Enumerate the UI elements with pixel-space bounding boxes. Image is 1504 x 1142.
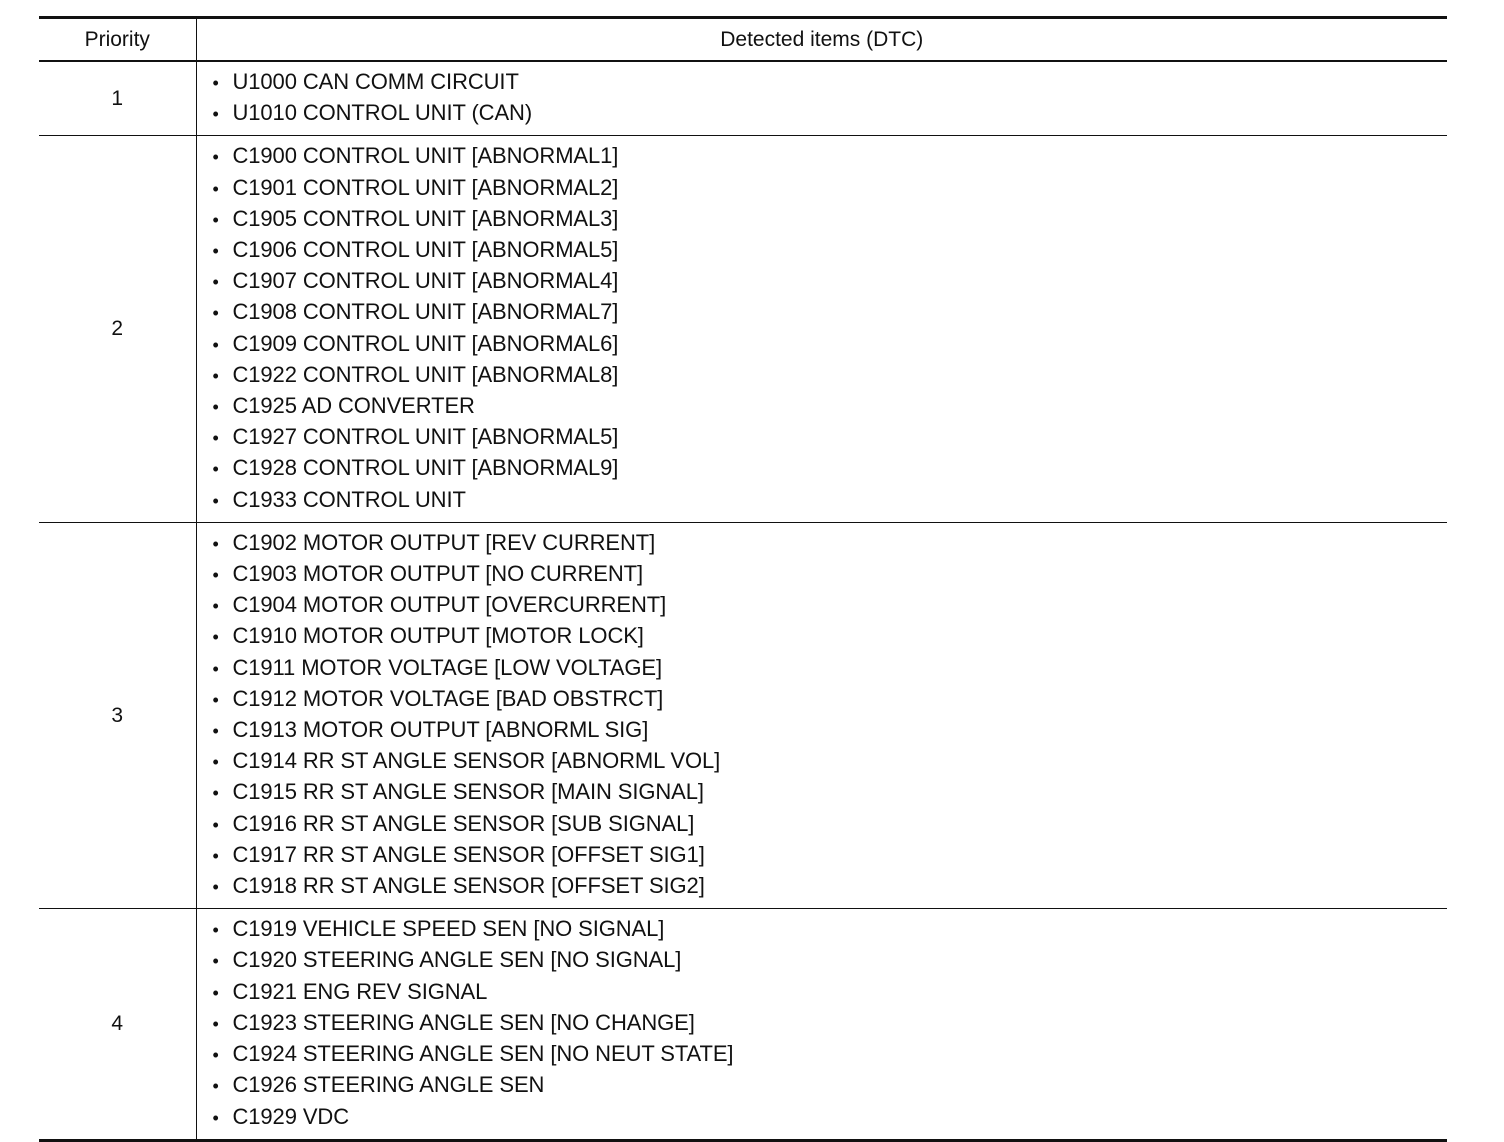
priority-cell: 2 [39,136,196,522]
dtc-item-text: C1922 CONTROL UNIT [ABNORMAL8] [232,361,619,387]
dtc-list [197,67,1448,129]
dtc-list-item [213,840,1448,871]
dtc-list-item [213,653,1448,684]
dtc-list-item [213,266,1448,297]
bullet-icon: • [212,397,219,418]
bullet-icon: • [212,721,219,742]
dtc-list-item [213,98,1448,129]
dtc-list-item [213,809,1448,840]
dtc-item-text: C1929 VDC [232,1103,349,1129]
table-row [39,136,1447,522]
dtc-list-item [213,559,1448,590]
dtc-item-text: C1924 STEERING ANGLE SEN [NO NEUT STATE] [232,1041,734,1067]
bullet-icon: • [212,334,219,355]
dtc-list-item [213,173,1448,204]
dtc-list-item [213,914,1448,945]
dtc-list-item [213,235,1448,266]
bullet-icon: • [212,596,219,617]
dtc-list-item [213,746,1448,777]
bullet-icon: • [212,1107,219,1128]
dtc-list-item [213,360,1448,391]
dtc-item-text: C1909 CONTROL UNIT [ABNORMAL6] [232,330,619,356]
dtc-item-text: U1010 CONTROL UNIT (CAN) [232,100,533,126]
dtc-item-text: C1916 RR ST ANGLE SENSOR [SUB SIGNAL] [232,810,695,836]
bullet-icon: • [212,428,219,449]
bullet-icon: • [212,178,219,199]
dtc-item-text: C1908 CONTROL UNIT [ABNORMAL7] [232,299,619,325]
dtc-item-text: C1914 RR ST ANGLE SENSOR [ABNORML VOL] [232,748,721,774]
dtc-list-item [213,871,1448,902]
bullet-icon: • [212,533,219,554]
dtc-list-item [213,329,1448,360]
dtc-list-item [213,391,1448,422]
bullet-icon: • [212,490,219,511]
detected-items-cell [196,909,1447,1140]
bullet-icon: • [212,1045,219,1066]
dtc-item-text: C1905 CONTROL UNIT [ABNORMAL3] [232,205,619,231]
bullet-icon: • [212,845,219,866]
dtc-list-item [213,1008,1448,1039]
dtc-list-item [213,528,1448,559]
table-row [39,522,1447,908]
bullet-icon: • [212,627,219,648]
dtc-item-text: C1917 RR ST ANGLE SENSOR [OFFSET SIG1] [232,841,705,867]
dtc-list-item [213,621,1448,652]
bullet-icon: • [212,147,219,168]
bullet-icon: • [212,459,219,480]
dtc-item-text: C1918 RR ST ANGLE SENSOR [OFFSET SIG2] [232,873,705,899]
table-header-row [39,18,1447,62]
dtc-list-item [213,485,1448,516]
dtc-item-text: C1915 RR ST ANGLE SENSOR [MAIN SIGNAL] [232,779,704,805]
dtc-item-text: C1906 CONTROL UNIT [ABNORMAL5] [232,237,619,263]
bullet-icon: • [212,209,219,230]
dtc-item-text: C1901 CONTROL UNIT [ABNORMAL2] [232,174,619,200]
dtc-item-text: C1926 STEERING ANGLE SEN [232,1072,545,1098]
bullet-icon: • [212,303,219,324]
priority-column-header: Priority [39,18,196,62]
priority-cell: 3 [39,522,196,908]
priority-cell: 1 [39,61,196,136]
dtc-list-item [213,945,1448,976]
dtc-item-text: C1913 MOTOR OUTPUT [ABNORML SIG] [232,717,649,743]
bullet-icon: • [212,104,219,125]
dtc-item-text: C1900 CONTROL UNIT [ABNORMAL1] [232,143,619,169]
dtc-item-text: U1000 CAN COMM CIRCUIT [232,69,519,94]
dtc-list [197,528,1448,902]
dtc-list-item [213,977,1448,1008]
detected-items-cell [196,61,1447,136]
dtc-item-text: C1923 STEERING ANGLE SEN [NO CHANGE] [232,1009,695,1035]
detected-items-column-header: Detected items (DTC) [196,18,1447,62]
table-row [39,909,1447,1140]
dtc-list-item [213,684,1448,715]
dtc-list [197,141,1448,515]
dtc-item-text: C1902 MOTOR OUTPUT [REV CURRENT] [232,529,656,555]
dtc-item-text: C1933 CONTROL UNIT [232,486,466,512]
dtc-list-item [213,453,1448,484]
dtc-list-item [213,590,1448,621]
dtc-item-text: C1912 MOTOR VOLTAGE [BAD OBSTRCT] [232,685,664,711]
bullet-icon: • [212,982,219,1003]
dtc-item-text: C1903 MOTOR OUTPUT [NO CURRENT] [232,561,643,587]
dtc-list-item [213,141,1448,172]
dtc-item-text: C1920 STEERING ANGLE SEN [NO SIGNAL] [232,947,682,973]
bullet-icon: • [212,877,219,898]
priority-cell: 4 [39,909,196,1140]
bullet-icon: • [212,752,219,773]
dtc-list-item [213,1070,1448,1101]
dtc-list-item [213,1102,1448,1133]
table-body [39,61,1447,1140]
dtc-item-text: C1925 AD CONVERTER [232,393,475,419]
bullet-icon: • [212,1076,219,1097]
bullet-icon: • [212,689,219,710]
dtc-item-text: C1907 CONTROL UNIT [ABNORMAL4] [232,268,619,294]
dtc-item-text: C1921 ENG REV SIGNAL [232,978,488,1004]
dtc-list-item [213,422,1448,453]
detected-items-cell [196,522,1447,908]
dtc-item-text: C1904 MOTOR OUTPUT [OVERCURRENT] [232,592,667,618]
dtc-list-item [213,297,1448,328]
bullet-icon: • [212,365,219,386]
bullet-icon: • [212,272,219,293]
dtc-item-text: C1927 CONTROL UNIT [ABNORMAL5] [232,424,619,450]
bullet-icon: • [212,1013,219,1034]
dtc-list-item [213,204,1448,235]
bullet-icon: • [212,783,219,804]
bullet-icon: • [212,565,219,586]
detected-items-cell [196,136,1447,522]
dtc-list-item [213,777,1448,808]
dtc-list-item [213,67,1448,98]
bullet-icon: • [212,951,219,972]
dtc-item-text: C1910 MOTOR OUTPUT [MOTOR LOCK] [232,623,644,649]
dtc-item-text: C1919 VEHICLE SPEED SEN [NO SIGNAL] [232,916,665,942]
dtc-list-item [213,715,1448,746]
bullet-icon: • [212,814,219,835]
dtc-item-text: C1911 MOTOR VOLTAGE [LOW VOLTAGE] [232,654,662,680]
dtc-list-item [213,1039,1448,1070]
bullet-icon: • [212,920,219,941]
dtc-priority-table [39,16,1447,1142]
bullet-icon: • [212,658,219,679]
dtc-item-text: C1928 CONTROL UNIT [ABNORMAL9] [232,455,619,481]
bullet-icon: • [212,241,219,262]
bullet-icon: • [212,73,219,93]
table-row [39,61,1447,136]
